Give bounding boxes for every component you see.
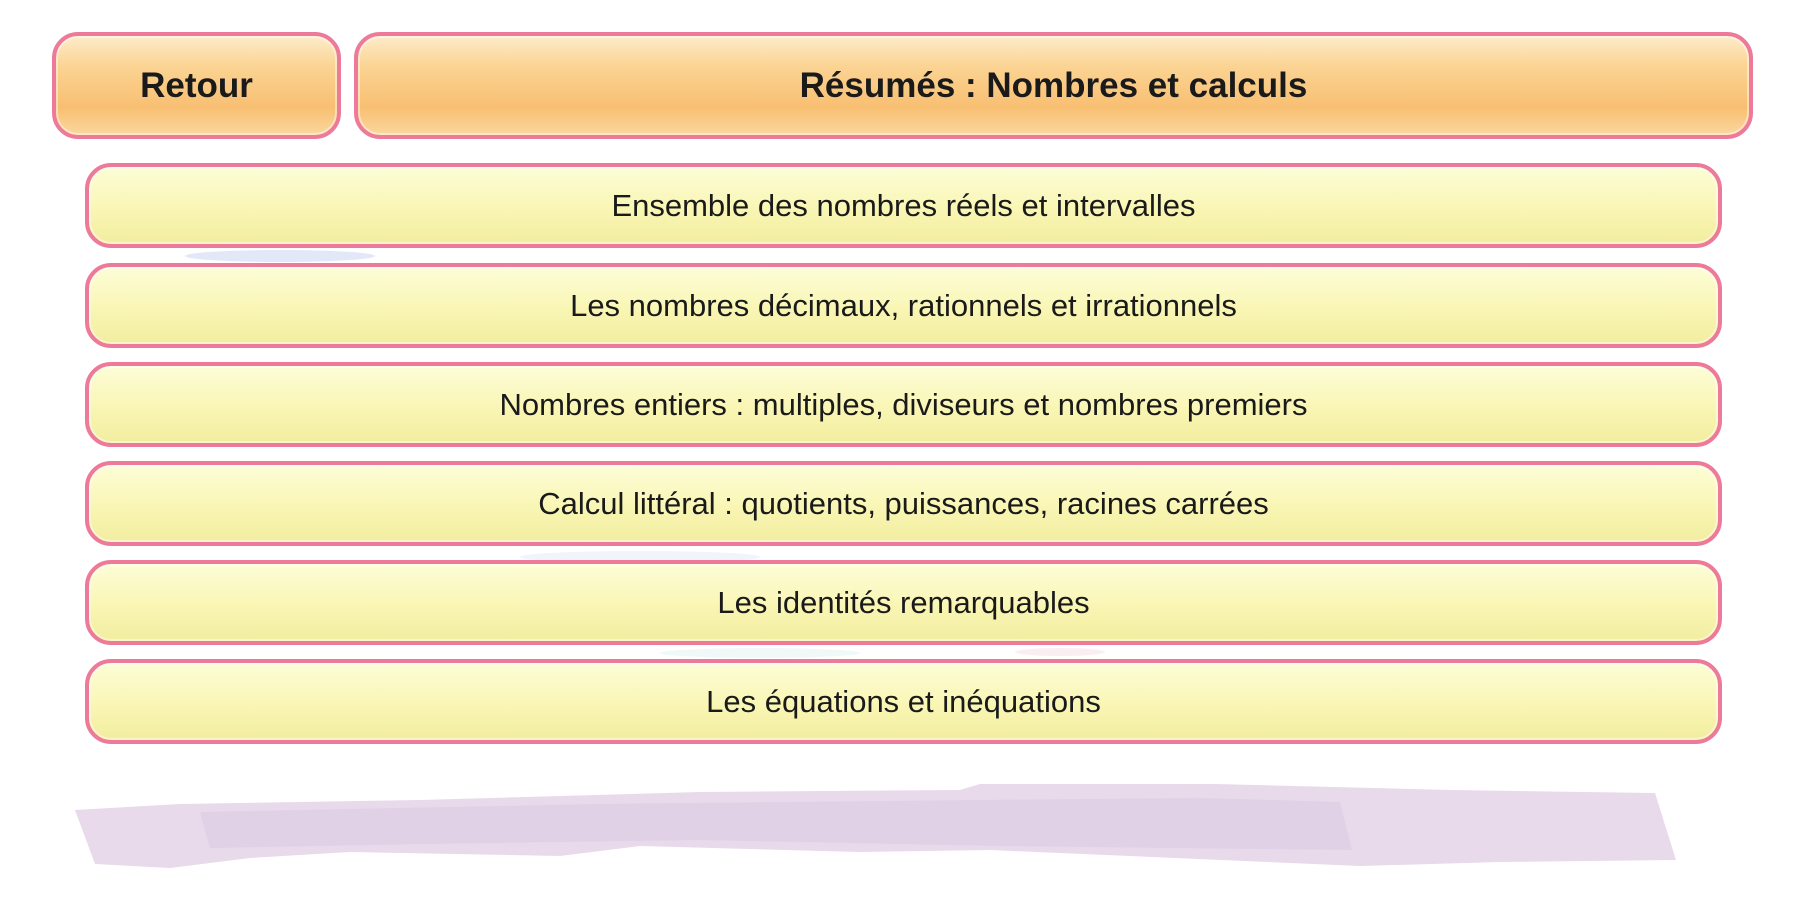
- background-smudge: [1015, 648, 1105, 656]
- watermark-blob-shade: [200, 798, 1352, 850]
- menu-item-equations-inequations[interactable]: [85, 659, 1722, 744]
- menu-item-label: Ensemble des nombres réels et intervalles: [611, 187, 1196, 223]
- page-title-bar: [354, 32, 1753, 139]
- menu-item-identites-remarquables[interactable]: [85, 560, 1722, 645]
- menu-item-label: Les nombres décimaux, rationnels et irrationnels: [570, 287, 1237, 323]
- watermark-blob: [75, 784, 1676, 868]
- background-smudge: [185, 250, 375, 262]
- menu-item-label: Nombres entiers : multiples, diviseurs et nombres premiers: [499, 386, 1308, 422]
- menu-item-calcul-litteral[interactable]: [85, 461, 1722, 546]
- page-title: Résumés : Nombres et calculs: [799, 65, 1308, 105]
- menu-item-label: Les identités remarquables: [717, 584, 1090, 620]
- menu-item-nombres-entiers[interactable]: [85, 362, 1722, 447]
- menu-item-ensemble-nombres-reels[interactable]: [85, 163, 1722, 248]
- menu-item-label: Calcul littéral : quotients, puissances, racines carrées: [538, 485, 1269, 521]
- menu-item-nombres-decimaux[interactable]: [85, 263, 1722, 348]
- back-button-label: Retour: [140, 65, 253, 105]
- menu-item-label: Les équations et inéquations: [706, 683, 1101, 719]
- back-button[interactable]: [52, 32, 341, 139]
- background-smudge: [660, 648, 860, 658]
